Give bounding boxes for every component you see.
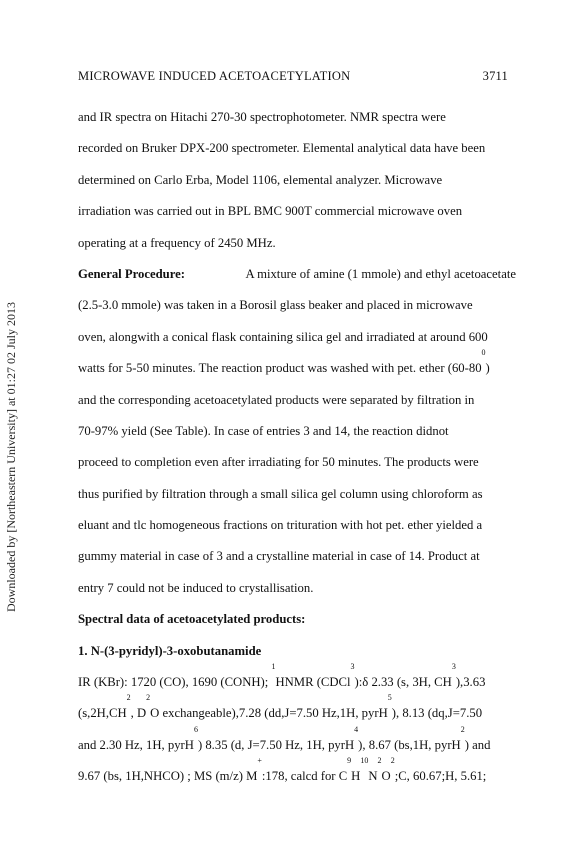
text-span: ), 8.67 (bs,1H, pyrH xyxy=(358,737,461,752)
text-span: ;C, 60.67;H, 5.61; xyxy=(394,769,487,784)
superscript: 0 xyxy=(481,348,486,358)
text-span: ), 8.13 (dq,J=7.50 xyxy=(391,706,483,721)
text-span: ) xyxy=(485,361,490,376)
subscript: 2 xyxy=(126,693,131,703)
spectral-line xyxy=(78,756,516,792)
text-line: eluant and tlc homogeneous fractions on trituration with hot pet. ether yielded a xyxy=(78,518,483,533)
running-title: MICROWAVE INDUCED ACETOACETYLATION xyxy=(78,69,351,83)
text-line: recorded on Bruker DPX-200 spectrometer. Elemental analytical data have been xyxy=(78,141,486,156)
text-span: A mixture of amine (1 mmole) and ethyl acetoacetate xyxy=(245,266,516,281)
text-span: watts for 5-50 minutes. The reaction product was washed with pet. ether (60-80 xyxy=(78,361,482,376)
download-watermark xyxy=(4,302,24,613)
subscript: 4 xyxy=(354,724,359,734)
text-span: 9.67 (bs, 1H,NHCO) ; MS (m/z) M xyxy=(78,769,258,784)
text-line: thus purified by filtration through a small silica gel column using chloroform as xyxy=(78,486,483,501)
text-span: HNMR (CDCl xyxy=(275,675,351,690)
superscript: + xyxy=(257,756,262,766)
text-span: , D xyxy=(130,706,147,721)
subscript: 6 xyxy=(193,724,198,734)
subscript: 3 xyxy=(350,662,355,672)
text-line: irradiation was carried out in BPL BMC 900T commercial microwave oven xyxy=(78,204,463,219)
text-span: IR (KBr): 1720 (CO), 1690 (CONH); xyxy=(78,675,269,690)
spectral-line xyxy=(78,724,516,761)
subscript: 5 xyxy=(387,693,392,703)
subscript: 2 xyxy=(460,724,465,734)
subscript: 9 xyxy=(347,756,352,766)
text-span: (s,2H,CH xyxy=(78,706,127,721)
superscript: 1 xyxy=(271,662,276,672)
text-span: and 2.30 Hz, 1H, pyrH xyxy=(78,737,194,752)
section-heading-spectral-data: Spectral data of acetoacetylated products: xyxy=(78,612,306,627)
text-line: and IR spectra on Hitachi 270-30 spectrophotometer. NMR spectra were xyxy=(78,110,446,124)
text-span: :178, calcd for C xyxy=(261,769,348,784)
general-procedure-line xyxy=(78,259,516,290)
article-body xyxy=(78,102,516,793)
text-span: ) and xyxy=(464,737,491,752)
spectral-line xyxy=(78,662,516,698)
subscript: 2 xyxy=(146,693,151,703)
text-span: ),3.63 xyxy=(455,675,486,690)
download-notice: Downloaded by [Northeastern University] at 01:27 02 July 2013 xyxy=(4,302,18,612)
text-line: 70-97% yield (See Table). In case of entries 3 and 14, the reaction didnot xyxy=(78,423,449,438)
text-line: (2.5-3.0 mmole) was taken in a Borosil glass beaker and placed in microwave xyxy=(78,298,473,313)
page-number: 3711 xyxy=(482,69,508,83)
text-span: N xyxy=(368,769,378,784)
spectral-line xyxy=(78,693,516,729)
text-line: oven, alongwith a conical flask containing silica gel and irradiated at around 600 xyxy=(78,329,488,344)
text-span: ):δ 2.33 (s, 3H, CH xyxy=(354,675,452,690)
compound-title: 1. N-(3-pyridyl)-3-oxobutanamide xyxy=(78,643,262,658)
text-span: H xyxy=(351,769,361,784)
text-span: O xyxy=(381,769,391,784)
subscript: 2 xyxy=(377,756,382,766)
text-line: gummy material in case of 3 and a crystalline material in case of 14. Product at xyxy=(78,549,480,564)
text-line xyxy=(78,348,516,384)
text-span: O exchangeable),7.28 (dd,J=7.50 Hz,1H, pyrH xyxy=(150,706,388,721)
text-line: determined on Carlo Erba, Model 1106, elemental analyzer. Microwave xyxy=(78,172,443,187)
text-span: ) 8.35 (d, J=7.50 Hz, 1H, pyrH xyxy=(197,737,355,752)
text-line: proceed to completion even after irradiating for 50 minutes. The products were xyxy=(78,455,479,470)
text-line: and the corresponding acetoacetylated products were separated by filtration in xyxy=(78,392,475,407)
section-heading-general-procedure: General Procedure: xyxy=(78,266,185,281)
subscript: 10 xyxy=(360,756,369,766)
subscript: 2 xyxy=(390,756,395,766)
text-line: operating at a frequency of 2450 MHz. xyxy=(78,235,276,250)
text-line: entry 7 could not be induced to crystallisation. xyxy=(78,580,314,595)
subscript: 3 xyxy=(451,662,456,672)
